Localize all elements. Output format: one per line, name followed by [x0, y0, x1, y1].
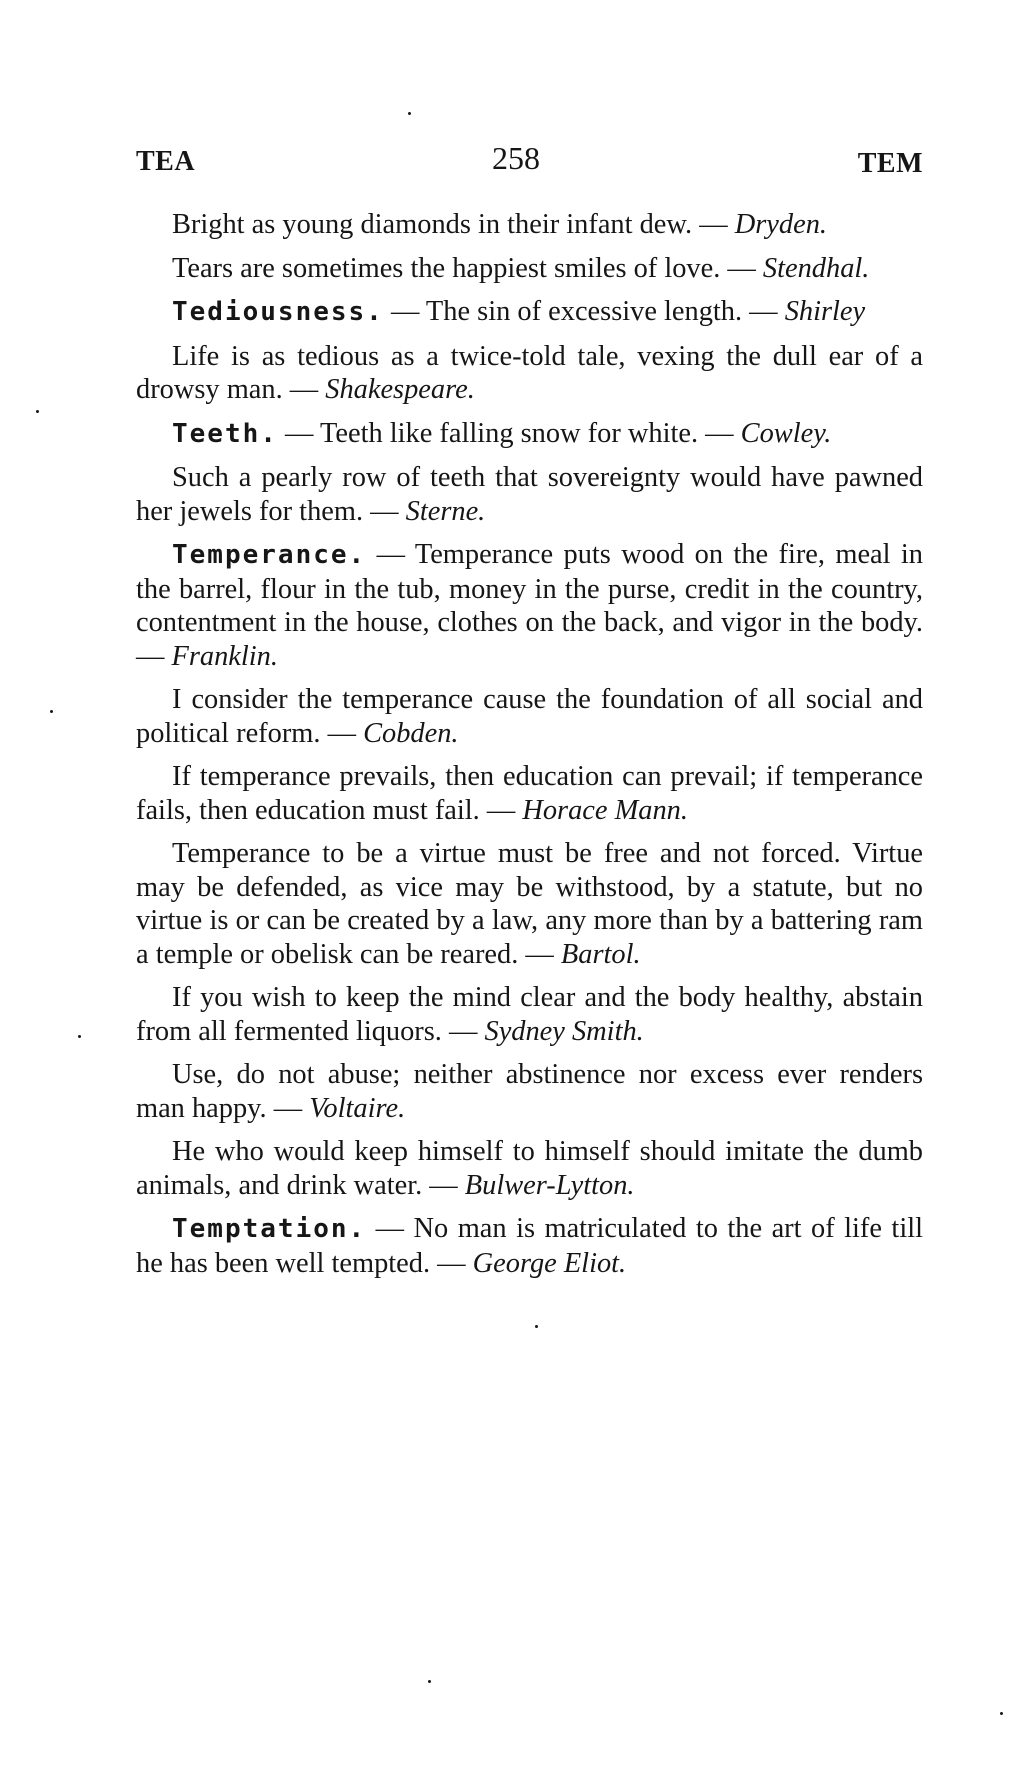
topic-heading: Teeth.	[172, 418, 278, 449]
header-left-guide-word: TEA	[136, 146, 196, 177]
quotation-entry	[136, 340, 923, 407]
quotation-entry	[136, 683, 923, 750]
quotation-author: Voltaire.	[309, 1092, 406, 1124]
quotation-entry	[136, 1135, 923, 1202]
ink-speck	[50, 710, 53, 713]
topic-entry	[136, 538, 923, 673]
quotation-text: Such a pearly row of teeth that sovereignty would have pawned her jewels for them. —	[136, 462, 923, 527]
running-header	[136, 140, 923, 188]
quotation-author: Bulwer-Lytton.	[464, 1169, 635, 1201]
quotation-text: Bright as young diamonds in their infant dew. —	[172, 209, 728, 240]
topic-entry	[136, 295, 923, 330]
quotation-entry	[136, 252, 923, 286]
topic-heading: Temptation.	[172, 1214, 367, 1244]
ink-speck	[1000, 1712, 1003, 1715]
quotation-entry	[136, 837, 923, 971]
quotation-author: George Eliot.	[472, 1247, 627, 1279]
quotation-author: Cowley.	[740, 417, 832, 449]
quotation-text: — Temperance puts wood on the fire, meal in the barrel, flour in the tub, money in the purse, credit in the country, contentment in the house, clothes on the back, and vigor in the body. —	[136, 539, 923, 672]
quotation-entry	[136, 461, 923, 528]
quotation-author: Horace Mann.	[522, 794, 688, 826]
quotation-text: — Teeth like falling snow for white. —	[285, 417, 734, 449]
quotation-text: I consider the temperance cause the foundation of all social and political reform. —	[136, 684, 923, 749]
quotation-text: If temperance prevails, then education can prevail; if temperance fails, then education must fail. —	[136, 761, 923, 826]
quotation-text: Life is as tedious as a twice-told tale, vexing the dull ear of a drowsy man. —	[136, 340, 923, 405]
header-right-guide-word: TEM	[857, 148, 923, 179]
quotation-list	[136, 208, 923, 1290]
quotation-author: Shakespeare.	[325, 374, 475, 405]
quotation-author: Cobden.	[363, 717, 459, 749]
ink-speck	[535, 1325, 538, 1328]
quotation-author: Franklin.	[171, 640, 278, 672]
quotation-text: — The sin of excessive length. —	[390, 296, 778, 327]
ink-speck	[36, 410, 39, 413]
quotation-entry	[136, 208, 923, 242]
quotation-text: — No man is matriculated to the art of life till he has been well tempted. —	[136, 1213, 923, 1279]
quotation-author: Bartol.	[560, 938, 641, 970]
ink-speck	[428, 1680, 431, 1683]
quotation-author: Shirley	[784, 296, 866, 327]
topic-entry	[136, 417, 923, 452]
page-number: 258	[492, 140, 540, 176]
ink-speck	[78, 1035, 81, 1038]
quotation-author: Sydney Smith.	[484, 1015, 644, 1047]
quotation-entry	[136, 1058, 923, 1125]
ink-speck	[408, 112, 411, 115]
topic-entry	[136, 1212, 923, 1280]
quotation-author: Dryden.	[734, 209, 827, 240]
quotation-author: Sterne.	[405, 495, 486, 527]
quotation-text: Use, do not abuse; neither abstinence nor excess ever renders man happy. —	[136, 1059, 923, 1124]
quotation-entry	[136, 760, 923, 827]
quotation-text: Tears are sometimes the happiest smiles of love. —	[172, 252, 756, 284]
quotation-text: He who would keep himself to himself should imitate the dumb animals, and drink water. —	[136, 1136, 923, 1201]
quotation-author: Stendhal.	[762, 252, 870, 284]
quotation-text: If you wish to keep the mind clear and the body healthy, abstain from all fermented liquors. —	[136, 982, 923, 1047]
quotation-entry	[136, 981, 923, 1048]
quotation-text: Temperance to be a virtue must be free and not forced. Virtue may be defended, as vice may be withstood, by a statute, but no virtue is or can be created by a law, any more than by a battering ram a temple or obelisk can be reared. —	[136, 838, 923, 970]
topic-heading: Temperance.	[172, 540, 367, 570]
topic-heading: Tediousness.	[172, 297, 384, 327]
